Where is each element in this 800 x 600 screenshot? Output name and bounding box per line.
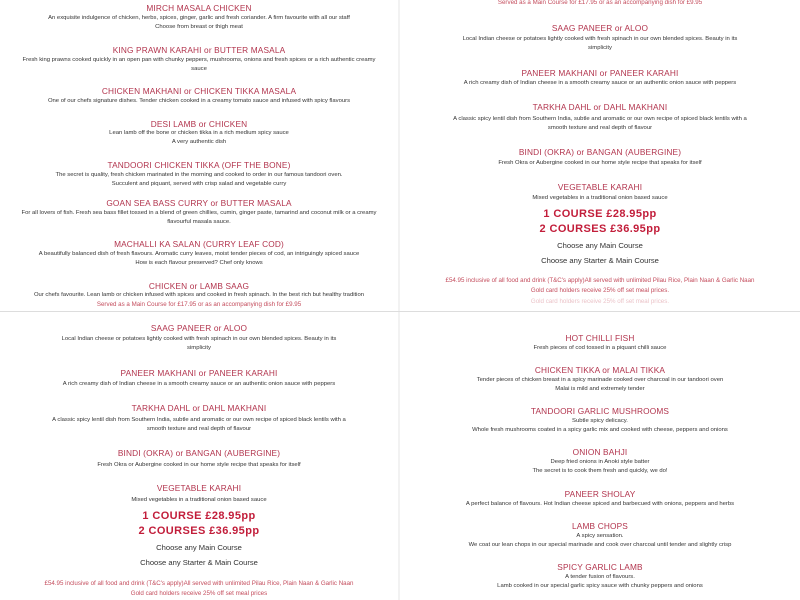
dish-description: One of our chefs signature dishes. Tender chicken cooked in a creamy tomato sauce and infused with spicy flavours [47,98,351,104]
offer-text: Gold card holders receive 25% off set meal prices [130,590,268,597]
dish-description: Local Indian cheese or potatoes lightly cooked with fresh spinach in our own blended spices. Beauty in its [61,336,337,342]
offer-text: £54.95 inclusive of all food and drink (T&C's apply)All served with unlimited Pilau Rice, Plain Naan & Garlic Naan [445,277,755,284]
dish-description: Local Indian cheese or potatoes lightly cooked with fresh spinach in our own blended spices. Beauty in its [462,36,738,42]
menu-panel-set-meal [400,0,800,312]
choice-option: Choose any Main Course [156,543,242,552]
dish-title: TARKHA DAHL or DAHL MAKHANI [532,102,668,112]
dish-description: A rich creamy dish of Indian cheese in a smooth creamy sauce or an authentic onion sauce with peppers [463,80,737,86]
dish-description: Mixed vegetables in a traditional onion based sauce [532,195,668,201]
dish-description: Malai is mild and extremely tender [555,386,645,392]
dish-description: A spicy sensation. [576,533,624,539]
dish-description: Choose from breast or thigh meat [155,24,243,30]
dish-title: VEGETABLE KARAHI [156,483,242,493]
dish-description: How is each flavour preserved? Chef only knows [135,260,263,266]
choice-option: Choose any Starter & Main Course [541,256,659,265]
dish-description: Fresh king prawns cooked quickly in an open pan with chunky peppers, mushrooms, onions and fresh spices or a rich authentic creamy [22,57,376,63]
dish-title: KING PRAWN KARAHI or BUTTER MASALA [112,45,286,55]
choice-option: Choose any Starter & Main Course [140,558,258,567]
menu-panel-main-courses [0,0,398,312]
dish-description: For all lovers of fish. Fresh sea bass fillet tossed in a blend of green chillies, cumin, ginger paste, tamarind and coconut milk or a creamy [21,210,377,216]
dish-title: SPICY GARLIC LAMB [557,562,643,572]
dish-description: Tender pieces of chicken breast in a spicy marinade cooked over charcoal in our tandoori oven [476,377,724,383]
dish-description: Fresh Okra or Aubergine cooked in our home style recipe that speaks for itself [498,160,702,166]
price-one-course: 1 COURSE £28.95pp [543,208,657,220]
dish-title: HOT CHILLI FISH [565,333,635,343]
dish-description: A rich creamy dish of Indian cheese in a smooth creamy sauce or an authentic onion sauce with peppers [62,381,336,387]
dish-description: A perfect balance of flavours. Hot Indian cheese spiced and barbecued with onions, peppers and herbs [465,501,735,507]
dish-title: TANDOORI CHICKEN TIKKA (OFF THE BONE) [107,160,291,170]
serving-note: Served as a Main Course for £17.95 or as an accompanying dish for £9.95 [497,0,703,6]
dish-description: Fresh Okra or Aubergine cooked in our home style recipe that speaks for itself [97,462,301,468]
dish-title: ONION BAHJI [572,447,628,457]
dish-description: simplicity [588,45,612,51]
dish-description: sauce [191,66,207,72]
dish-title: LAMB CHOPS [572,521,628,531]
price-two-courses: 2 COURSES £36.95pp [138,525,260,537]
offer-text-cutoff: Gold card holders receive 25% off set meal prices. [530,298,670,305]
dish-description: Our chefs favourite. Lean lamb or chicken infused with spices and cooked in fresh spinach. In the best rich but healthy tradition [33,292,365,298]
dish-description: A tender fusion of flavours. [565,574,635,580]
dish-description: Lean lamb off the bone or chicken tikka in a rich medium spicy sauce [109,130,289,136]
dish-title: TARKHA DAHL or DAHL MAKHANI [131,403,267,413]
offer-text: £54.95 inclusive of all food and drink (T&C's apply)All served with unlimited Pilau Rice, Plain Naan & Garlic Naan [44,580,354,587]
dish-description: The secret is to cook them fresh and quickly, we do! [532,468,668,474]
dish-description: We coat our lean chops in our special marinade and cook over charcoal until tender and slightly crisp [468,542,732,548]
menu-panel-starters [400,313,800,600]
offer-text: Gold card holders receive 25% off set meal prices. [530,287,670,294]
dish-title: CHICKEN or LAMB SAAG [148,281,250,291]
dish-description: simplicity [187,345,211,351]
dish-description: A classic spicy lentil dish from Southern India, subtle and aromatic or our own recipe of spiced black lentils with a [453,116,747,122]
dish-description: The secret is quality, fresh chicken marinated in the morning and cooked to order in our famous tandoori oven. [55,172,343,178]
horizontal-divider [0,311,800,312]
dish-description: flavourful masala sauce. [167,219,231,225]
price-one-course: 1 COURSE £28.95pp [142,510,256,522]
dish-description: Whole fresh mushrooms coated in a spicy garlic mix and cooked with cheese, peppers and onions [472,427,728,433]
price-two-courses: 2 COURSES £36.95pp [539,223,661,235]
dish-title: SAAG PANEER or ALOO [150,323,248,333]
dish-title: PANEER SHOLAY [564,489,636,499]
dish-title: TANDOORI GARLIC MUSHROOMS [530,406,670,416]
dish-title: PANEER MAKHANI or PANEER KARAHI [521,68,679,78]
dish-description: A beautifully balanced dish of fresh flavours. Aromatic curry leaves, moist tender pieces of cod, an intriguingly spiced sauce [38,251,360,257]
dish-title: SAAG PANEER or ALOO [551,23,649,33]
dish-description: Subtle spicy delicacy. [572,418,628,424]
dish-description: Succulent and piquant, served with crisp salad and vegetable curry [111,181,287,187]
dish-title: CHICKEN TIKKA or MALAI TIKKA [534,365,666,375]
dish-title: MACHALLI KA SALAN (CURRY LEAF COD) [114,239,284,249]
dish-description: An exquisite indulgence of chicken, herbs, spices, ginger, garlic and fresh coriander. A firm favourite with all our staff [48,15,350,21]
choice-option: Choose any Main Course [557,241,643,250]
dish-description: A classic spicy lentil dish from Southern India, subtle and aromatic or our own recipe of spiced black lentils with a [52,417,346,423]
dish-description: A very authentic dish [171,139,227,145]
dish-title: MIRCH MASALA CHICKEN [146,3,252,13]
dish-title: BINDI (OKRA) or BANGAN (AUBERGINE) [117,448,281,458]
dish-description: Mixed vegetables in a traditional onion based sauce [131,497,267,503]
serving-note: Served as a Main Course for £17.95 or as an accompanying dish for £9.95 [96,301,302,308]
dish-title: VEGETABLE KARAHI [557,182,643,192]
dish-title: BINDI (OKRA) or BANGAN (AUBERGINE) [518,147,682,157]
dish-title: PANEER MAKHANI or PANEER KARAHI [120,368,278,378]
dish-title: DESI LAMB or CHICKEN [150,119,248,129]
menu-panel-set-meal-copy [0,313,398,600]
dish-description: smooth texture and real depth of flavour [146,426,252,432]
dish-description: Fresh pieces of cod tossed in a piquant chilli sauce [533,345,667,351]
dish-title: CHICKEN MAKHANI or CHICKEN TIKKA MASALA [101,86,297,96]
dish-title: GOAN SEA BASS CURRY or BUTTER MASALA [106,198,292,208]
dish-description: Deep fried onions in Anoki style batter [550,459,650,465]
dish-description: smooth texture and real depth of flavour [547,125,653,131]
dish-description: Lamb cooked in our special garlic spicy sauce with chunky peppers and onions [497,583,703,589]
